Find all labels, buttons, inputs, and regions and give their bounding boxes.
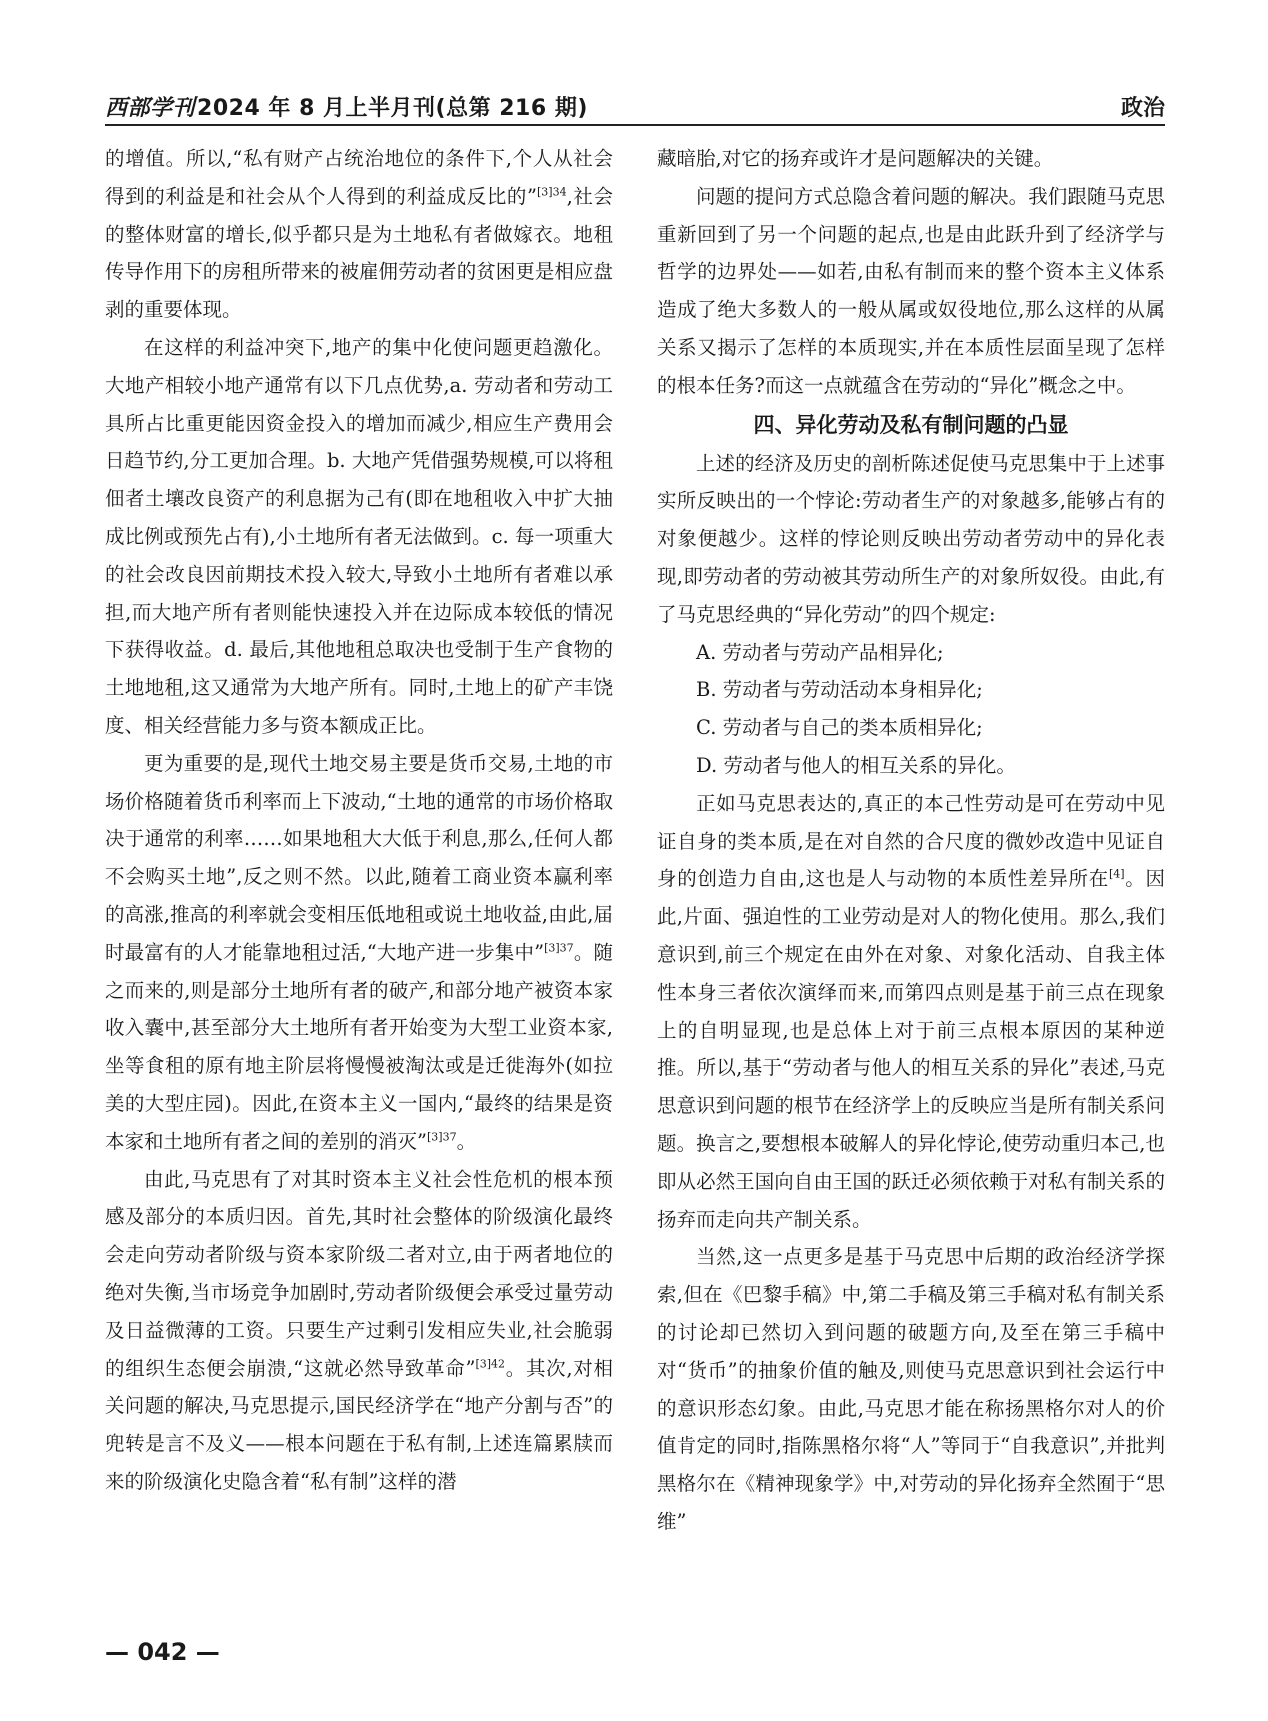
right-column	[657, 140, 1165, 1541]
list-item: C. 劳动者与自己的类本质相异化;	[696, 716, 983, 740]
paragraph: 在这样的利益冲突下,地产的集中化使问题更趋激化。大地产相较小地产通常有以下几点优势,a. 劳动者和劳动工具所占比重更能因资金投入的增加而减少,相应生产费用会日趋节约,分工更加合理。b. 大地产凭借强势规模,可以将租佃者土壤改良资产的利息据为己有(即在地租收入中扩大抽成比例或预先占有),小土地所有者无法做到。c. 每一项重大的社会改良因前期技术投入较大,导致小土地所有者难以承担,而大地产所有者则能快速投入并在边际成本较低的情况下获得收益。d. 最后,其他地租总取决也受制于生产食物的土地地租,这又通常为大地产所有。同时,土地上的矿产丰饶度、相关经营能力多与资本额成正比。	[105, 335, 613, 737]
list-item: B. 劳动者与劳动活动本身相异化;	[696, 678, 983, 702]
citation: [3]34	[537, 185, 567, 199]
paragraph: 由此,马克思有了对其时资本主义社会性危机的根本预感及部分的本质归因。首先,其时社会整体的阶级演化最终会走向劳动者阶级与资本家阶级二者对立,由于两者地位的绝对失衡,当市场竞争加剧时,劳动者阶级便会承受过量劳动及日益微薄的工资。只要生产过剩引发相应失业,社会脆弱的组织生态便会崩溃,“这就必然导致革命”$^{[3]42}$。其次,对相关问题的解决,马克思提示,国民经济学在“地产分割与否”的兜转是言不及义——根本问题在于私有制,上述连篇累牍而来的阶级演化史隐含着“私有制”这样的潜	[105, 1167, 613, 1493]
paragraph: 的增值。所以,“私有财产占统治地位的条件下,个人从社会得到的利益是和社会从个人得到的利益成反比的”$^{[3]34}$,社会的整体财富的增长,似乎都只是为土地私有者做嫁衣。地租传导作用下的房租所带来的被雇佣劳动者的贫困更是相应盘剥的重要体现。	[105, 147, 613, 322]
citation: [3]42	[475, 1357, 506, 1370]
paragraph: 问题的提问方式总隐含着问题的解决。我们跟随马克思重新回到了另一个问题的起点,也是由此跃升到了经济学与哲学的边界处——如若,由私有制而来的整个资本主义体系造成了绝大多数人的一般从属或奴役地位,那么这样的从属关系又揭示了怎样的本质现实,并在本质性层面呈现了怎样的根本任务?而这一点就蕴含在劳动的“异化”概念之中。	[657, 184, 1165, 397]
left-column	[105, 140, 613, 1501]
journal-logo: 西部学刊	[105, 96, 196, 121]
journal-masthead	[105, 91, 588, 122]
citation: [3]37	[426, 1130, 457, 1144]
paragraph: 正如马克思表达的,真正的本己性劳动是可在劳动中见证自身的类本质,是在对自然的合尺度的微妙改造中见证自身的创造力自由,这也是人与动物的本质性差异所在[4]。因此,片面、强迫性的工业劳动是对人的物化使用。那么,我们意识到,前三个规定在由外在对象、对象化活动、自我主体性本身三者依次演绎而来,而第四点则是基于前三点在现象上的自明显现,也是总体上对于前三点根本原因的某种逆推。所以,基于“劳动者与他人的相互关系的异化”表述,马克思意识到问题的根节在经济学上的反映应当是所有制关系问题。换言之,要想根本破解人的异化悖论,使劳动重归本己,也即从必然王国向自由王国的跃迁必须依赖于对私有制关系的扬弃而走向共产制关系。	[657, 791, 1165, 1231]
citation: [4]	[1108, 867, 1125, 881]
section-heading: 四、异化劳动及私有制问题的凸显	[753, 412, 1069, 437]
running-header	[105, 85, 1165, 125]
header-rule	[105, 124, 1165, 126]
list-item: D. 劳动者与他人的相互关系的异化。	[696, 753, 1016, 777]
section-label: 政治	[1120, 96, 1165, 121]
paragraph: 当然,这一点更多是基于马克思中后期的政治经济学探索,但在《巴黎手稿》中,第二手稿及第三手稿对私有制关系的讨论却已然切入到问题的破题方向,及至在第三手稿中对“货币”的抽象价值的触及,则使马克思意识到社会运行中的意识形态幻象。由此,马克思才能在称扬黑格尔对人的价值肯定的同时,指陈黑格尔将“人”等同于“自我意识”,并批判黑格尔在《精神现象学》中,对劳动的异化扬弃全然囿于“思维”	[657, 1245, 1165, 1533]
paragraph: 更为重要的是,现代土地交易主要是货币交易,土地的市场价格随着货币利率而上下波动,“土地的通常的市场价格取决于通常的利率……如果地租大大低于利息,那么,任何人都不会购买土地”,反之则不然。以此,随着工商业资本赢利率的高涨,推高的利率就会变相压低地租或说土地收益,由此,届时最富有的人才能靠地租过活,“大地产进一步集中”$^{[3]37}$。随之而来的,则是部分土地所有者的破产,和部分地产被资本家收入囊中,甚至部分大土地所有者开始变为大型工业资本家,坐等食租的原有地主阶层将慢慢被淘汰或是迁徙海外(如拉美的大型庄园)。因此,在资本主义一国内,“最终的结果是资本家和土地所有者之间的差别的消灭”$^{[3]37}$。	[105, 751, 613, 1153]
page-number: — 042 —	[105, 1638, 220, 1666]
list-item: A. 劳动者与劳动产品相异化;	[696, 640, 944, 664]
paragraph: 藏暗胎,对它的扬弃或许才是问题解决的关键。	[657, 147, 1054, 170]
issue-info: 2024 年 8 月上半月刊(总第 216 期)	[197, 96, 588, 121]
citation: [3]37	[544, 941, 574, 955]
paragraph: 上述的经济及历史的剖析陈述促使马克思集中于上述事实所反映出的一个悖论:劳动者生产的对象越多,能够占有的对象便越少。这样的悖论则反映出劳动者劳动中的异化表现,即劳动者的劳动被其劳动所生产的对象所奴役。由此,有了马克思经典的“异化劳动”的四个规定:	[657, 451, 1165, 626]
